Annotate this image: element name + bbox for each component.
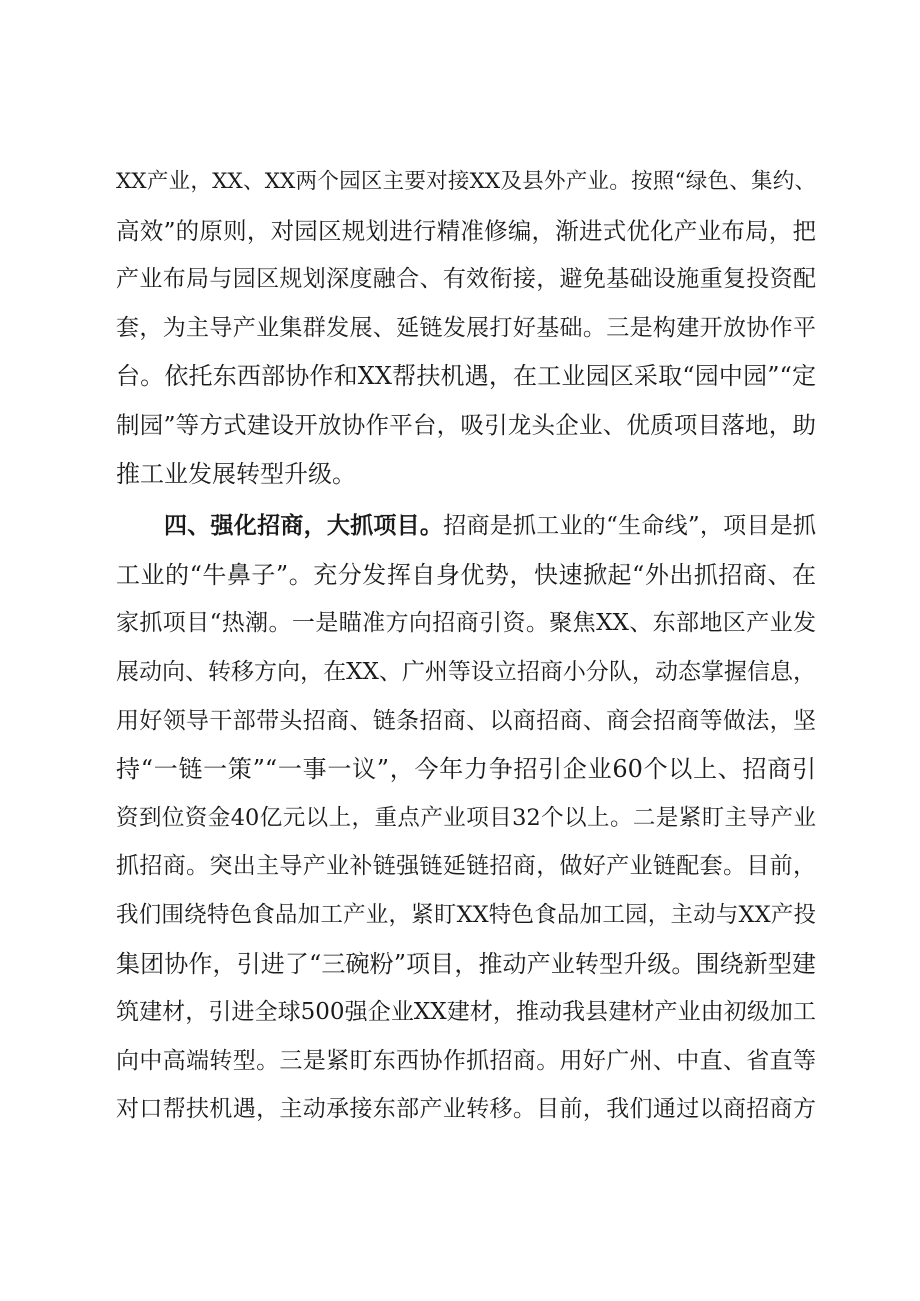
paragraph-2-line: 抓招商。突出主导产业补链强链延链招商，做好产业链配套。目前， — [116, 853, 816, 880]
paragraph-2-line: 工业的“牛鼻子”。充分发挥自身优势，快速掀起“外出抓招商、在 — [116, 560, 816, 589]
paragraph-1-line: 套，为主导产业集群发展、延链发展打好基础。三是构建开放协作平 — [116, 314, 816, 341]
paragraph-1-line: 制园”等方式建设开放协作平台，吸引龙头企业、优质项目落地，助 — [116, 410, 816, 439]
paragraph-2-line: 用好领导干部带头招商、链条招商、以商招商、商会招商等做法，坚 — [116, 707, 816, 734]
paragraph-1-line: 台。依托东西部协作和XX帮扶机遇，在工业园区采取“园中园”“定 — [116, 362, 816, 391]
paragraph-2-line: 持“一链一策”“一事一议”，今年力争招引企业60个以上、招商引 — [116, 755, 816, 784]
paragraph-1-line: 高效”的原则，对园区规划进行精准修编，渐进式优化产业布局，把 — [116, 216, 816, 245]
body-text — [116, 158, 816, 1134]
paragraph-2-line: 对口帮扶机遇，主动承接东部产业转移。目前，我们通过以商招商方 — [116, 1096, 816, 1123]
paragraph-2-line: 筑建材，引进全球500强企业XX建材，推动我县建材产业由初级加工 — [116, 999, 816, 1026]
paragraph-2-line: 我们围绕特色食品加工产业，紧盯XX特色食品加工园，主动与XX产投 — [116, 901, 816, 928]
paragraph-2-line: 向中高端转型。三是紧盯东西协作抓招商。用好广州、中直、省直等 — [116, 1047, 816, 1074]
section-heading: 四、强化招商，大抓项目。 — [164, 513, 444, 540]
paragraph-2-line: 家抓项目“热潮。一是瞄准方向招商引资。聚焦XX、东部地区产业发 — [116, 610, 816, 637]
paragraph-2-first-line-text: 招商是抓工业的“生命线”，项目是抓 — [443, 513, 816, 540]
paragraph-1-line: 推工业发展转型升级。 — [116, 459, 356, 488]
paragraph-2-line: 展动向、转移方向，在XX、广州等设立招商小分队，动态掌握信息， — [116, 658, 816, 685]
paragraph-2-line: 资到位资金40亿元以上，重点产业项目32个以上。二是紧盯主导产业 — [116, 804, 816, 831]
paragraph-2-line: 集团协作，引进了“三碗粉”项目，推动产业转型升级。围绕新型建 — [116, 949, 816, 978]
paragraph-1-line: 产业布局与园区规划深度融合、有效衔接，避免基础设施重复投资配 — [116, 266, 816, 293]
paragraph-2-first-line — [116, 502, 816, 551]
paragraph-1-line: XX产业，XX、XX两个园区主要对接XX及县外产业。按照“绿色、集约、 — [116, 169, 816, 194]
